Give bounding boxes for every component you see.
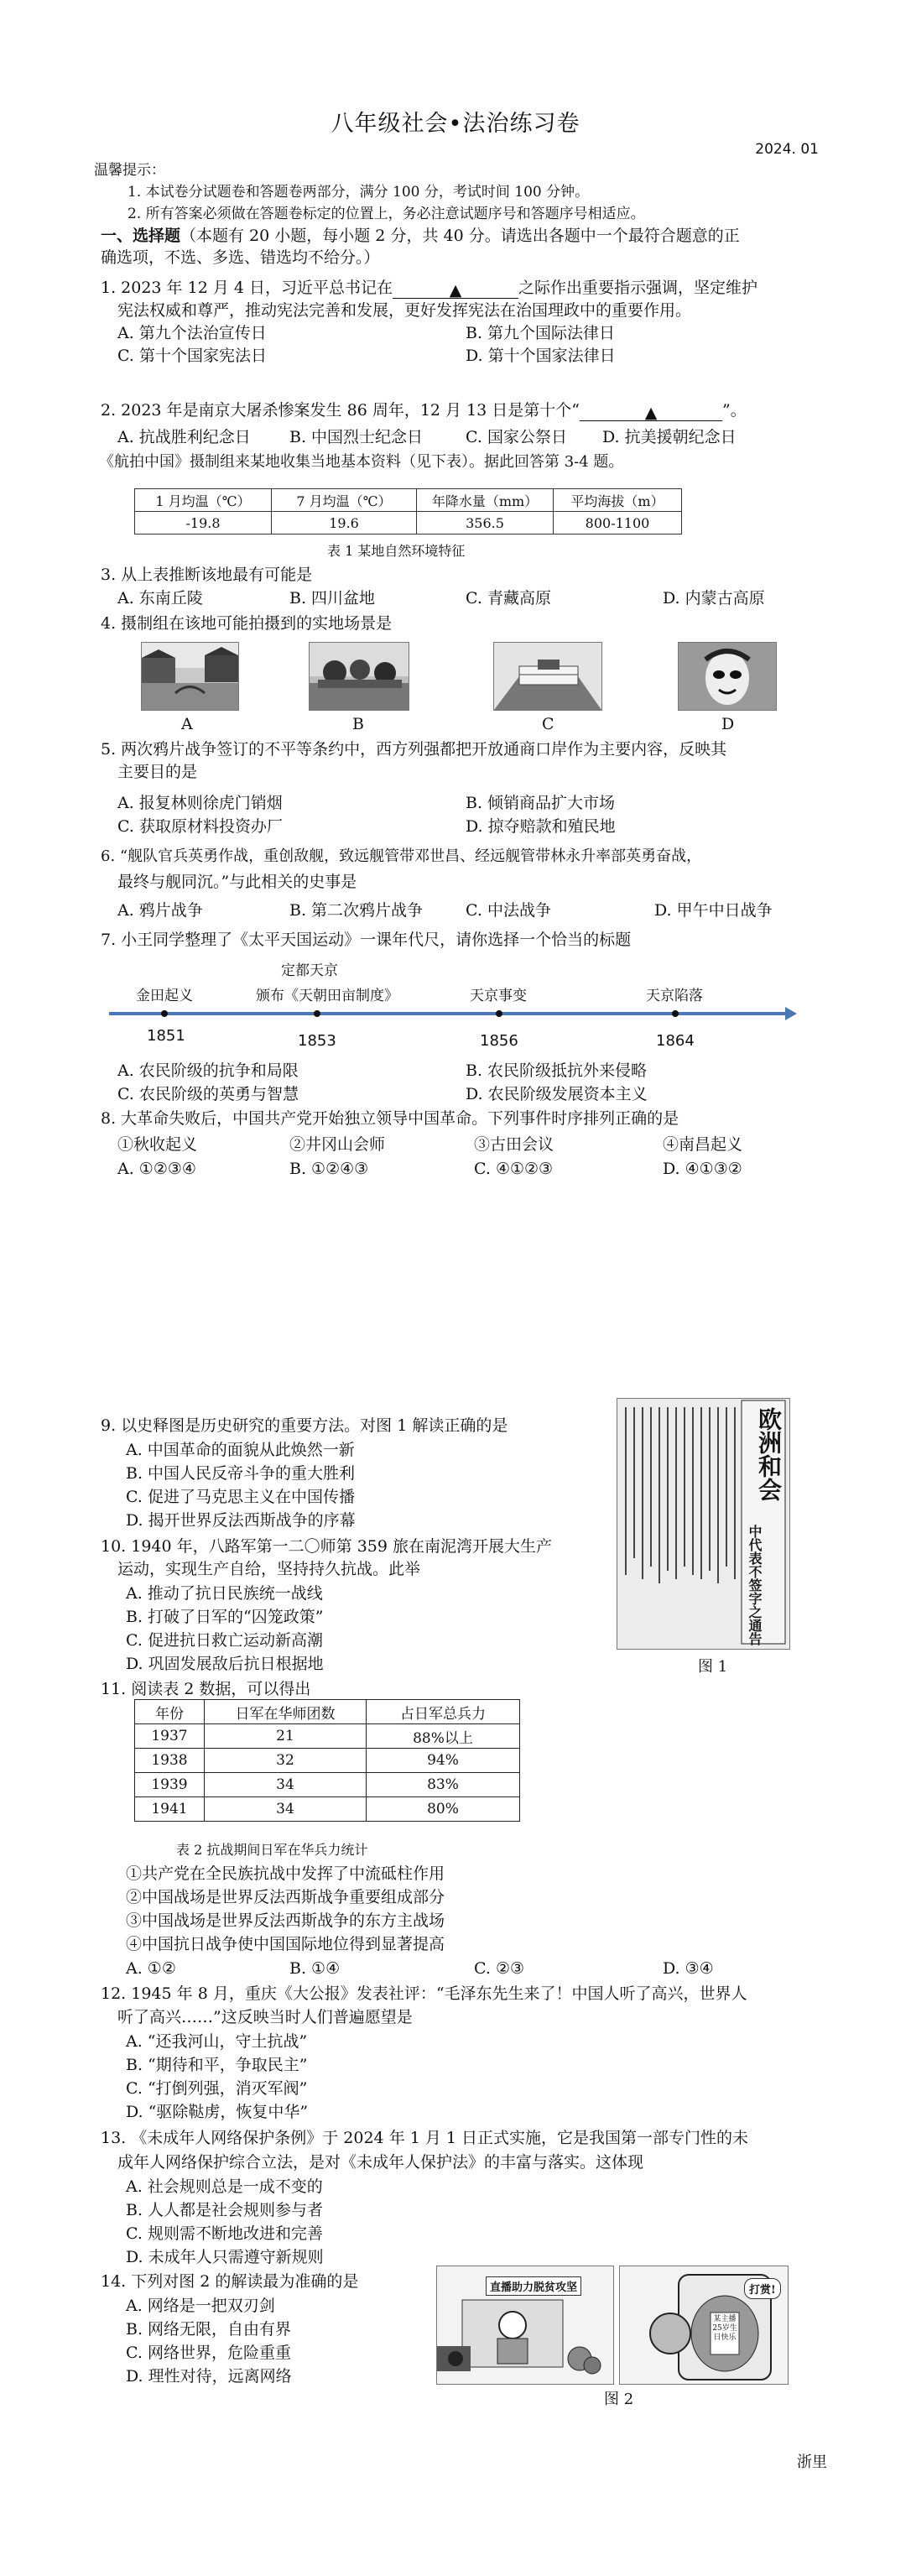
q6-option-c: C. 中法战争 <box>466 901 551 920</box>
q6-option-d: D. 甲午中日战争 <box>654 901 773 920</box>
section-title <box>101 225 740 247</box>
q12-option-a: A. “还我河山，守土抗战” <box>126 2032 308 2051</box>
q1-option-c: C. 第十个国家宪法日 <box>117 347 267 365</box>
table-2-row <box>135 1724 520 1749</box>
q5-stem-line1: 5. 两次鸦片战争签订的不平等条约中，西方列强都把开放通商口岸作为主要内容，反映其 <box>101 740 727 759</box>
q3-option-a: A. 东南丘陵 <box>117 589 203 607</box>
tips-heading: 温馨提示： <box>94 162 165 179</box>
table-2-cell: 1941 <box>135 1797 205 1822</box>
section-title-label: 一、选择题 <box>101 227 181 245</box>
q6-stem-line1: 6. “舰队官兵英勇作战，重创敌舰，致远舰管带邓世昌、经远舰管带林永升率部英勇奋战， <box>101 847 702 865</box>
figure-2-right-cartoon <box>619 2266 789 2385</box>
q11-option-b: B. ①④ <box>289 1959 341 1978</box>
section-desc-b: 确选项，不选、多选、错选均不给分。） <box>101 248 380 267</box>
q11-item-1: ①共产党在全民族抗战中发挥了中流砥柱作用 <box>126 1864 445 1883</box>
q7-option-b: B. 农民阶级抵抗外来侵略 <box>466 1061 648 1080</box>
q8-item-3: ③古田会议 <box>474 1135 554 1154</box>
q8-option-d: D. ④①③② <box>663 1160 742 1178</box>
cartoon-left-banner: 直播助力脱贫攻坚 <box>486 2276 581 2296</box>
q2-option-c: C. 国家公祭日 <box>466 428 567 446</box>
q13-option-c: C. 规则需不断地改进和完善 <box>126 2224 323 2243</box>
q11-option-d: D. ③④ <box>663 1959 714 1978</box>
q12-option-c: C. “打倒列强，消灭军阀” <box>126 2079 308 2098</box>
exam-date: 2024. 01 <box>755 141 819 158</box>
q11-option-a: A. ①② <box>126 1959 176 1978</box>
q2-stem <box>101 399 747 421</box>
q4-stem: 4. 摄制组在该地可能拍摄到的实地场景是 <box>101 614 393 633</box>
table-2-cell: 1939 <box>135 1773 205 1797</box>
figure-2-caption: 图 2 <box>604 2391 634 2408</box>
table-2-header: 日军在华师团数 <box>205 1700 367 1724</box>
q13-stem-line1: 13. 《未成年人网络保护条例》于 2024 年 1 月 1 日正式实施，它是我国第一部专门性的未 <box>101 2129 749 2147</box>
photo-label-b: B <box>352 715 364 733</box>
q11-item-4: ④中国抗日战争使中国国际地位得到显著提高 <box>126 1935 445 1953</box>
q8-option-b: B. ①②④③ <box>289 1160 369 1178</box>
q7-stem: 7. 小王同学整理了《太平天国运动》一课年代尺，请你选择一个恰当的标题 <box>101 931 632 949</box>
newspaper-headline: 欧洲和会 <box>755 1407 783 1501</box>
table-1-header: 7 月均温（℃） <box>272 489 417 512</box>
q12-stem-line1: 12. 1945 年 8 月，重庆《大公报》发表社评：“毛泽东先生来了！中国人听了高兴，世界人 <box>101 1984 747 2003</box>
q8-item-4: ④南昌起义 <box>663 1135 743 1154</box>
photo-d-opera-mask <box>678 642 777 711</box>
q14-stem: 14. 下列对图 2 的解读最为准确的是 <box>101 2272 359 2291</box>
timeline-year-1864: 1864 <box>656 1032 695 1050</box>
q3-option-d: D. 内蒙古高原 <box>663 589 765 607</box>
timeline-year-1853: 1853 <box>298 1032 336 1050</box>
q1-stem-a: 1. 2023 年 12 月 4 日，习近平总书记在 <box>101 279 393 297</box>
q1-blank: ▲ <box>393 279 518 299</box>
table-2-cell: 21 <box>205 1724 367 1749</box>
q10-option-d: D. 巩固发展敌后抗日根据地 <box>126 1655 324 1673</box>
q7-option-c: C. 农民阶级的英勇与智慧 <box>117 1085 299 1103</box>
q1-stem-line2: 宪法权威和尊严，推动宪法完善和发展，更好发挥宪法在治国理政中的重要作用。 <box>117 301 692 320</box>
q5-stem-line2: 主要目的是 <box>117 763 198 781</box>
table-2-row <box>135 1797 520 1822</box>
q11-option-c: C. ②③ <box>474 1959 525 1978</box>
q7-option-d: D. 农民阶级发展资本主义 <box>466 1085 648 1103</box>
page-title: 八年级社会•法治练习卷 <box>331 111 580 137</box>
photo-c-palace <box>493 642 602 711</box>
table-2-cell: 1938 <box>135 1749 205 1773</box>
photo-label-d: D <box>721 715 735 733</box>
q2-stem-b: ”。 <box>722 401 747 420</box>
cartoon-right-bubble: 打赏! <box>744 2278 781 2299</box>
table-1-cell: 800-1100 <box>554 512 682 534</box>
q10-option-a: A. 推动了抗日民族统一战线 <box>126 1584 323 1603</box>
table-2-header: 年份 <box>135 1700 205 1724</box>
table-2-cell: 32 <box>205 1749 367 1773</box>
q7-option-a: A. 农民阶级的抗争和局限 <box>117 1061 299 1080</box>
photo-label-a: A <box>181 715 193 733</box>
q9-option-c: C. 促进了马克思主义在中国传播 <box>126 1488 355 1506</box>
table-2-caption: 表 2 抗战期间日军在华兵力统计 <box>176 1842 368 1858</box>
photo-a-water-town <box>141 642 239 711</box>
q3-stem: 3. 从上表推断该地最有可能是 <box>101 566 313 584</box>
q1-stem-line1 <box>101 277 757 299</box>
footer-mark: 浙里 <box>797 2453 827 2471</box>
q12-option-b: B. “期待和平，争取民主” <box>126 2056 308 2074</box>
table-2-cell: 94% <box>367 1749 520 1773</box>
q9-option-b: B. 中国人民反帝斗争的重大胜利 <box>126 1464 356 1483</box>
tip-2: 2. 所有答案必须做在答题卷标定的位置上，务必注意试题序号和答题序号相适应。 <box>128 206 645 222</box>
timeline-label-1851: 金田起义 <box>136 988 193 1004</box>
table-2 <box>134 1699 520 1822</box>
q1-stem-b: 之际作出重要指示强调，坚定维护 <box>518 279 758 297</box>
q10-option-b: B. 打破了日军的“囚笼政策” <box>126 1608 324 1626</box>
q11-stem: 11. 阅读表 2 数据，可以得出 <box>101 1680 311 1698</box>
q1-option-b: B. 第九个国际法律日 <box>466 324 616 342</box>
q2-option-d: D. 抗美援朝纪念日 <box>602 428 737 446</box>
q14-option-a: A. 网络是一把双刃剑 <box>126 2297 275 2315</box>
q5-option-b: B. 倾销商品扩大市场 <box>466 794 616 812</box>
q8-stem: 8. 大革命失败后，中国共产党开始独立领导中国革命。下列事件时序排列正确的是 <box>101 1109 679 1128</box>
q2-stem-a: 2. 2023 年是南京大屠杀惨案发生 86 周年，12 月 13 日是第十个“ <box>101 401 580 420</box>
cartoon-right-sign: 某主播25岁生日快乐 <box>712 2315 737 2342</box>
table-1-cell: 19.6 <box>272 512 417 534</box>
q8-item-1: ①秋收起义 <box>117 1135 198 1154</box>
photo-b-grassland-crowd <box>309 642 409 711</box>
table-2-cell: 34 <box>205 1773 367 1797</box>
q13-option-d: D. 未成年人只需遵守新规则 <box>126 2248 324 2266</box>
q5-option-d: D. 掠夺赔款和殖民地 <box>466 817 616 836</box>
table-1 <box>134 488 682 534</box>
table-1-header: 1 月均温（℃） <box>135 489 272 512</box>
q3-option-c: C. 青藏高原 <box>466 589 551 607</box>
table-2-header-row <box>135 1700 520 1724</box>
table-2-row <box>135 1773 520 1797</box>
q13-option-a: A. 社会规则总是一成不变的 <box>126 2177 323 2196</box>
q13-stem-line2: 成年人网络保护综合立法，是对《未成年人保护法》的丰富与落实。这体现 <box>117 2153 644 2172</box>
q8-option-c: C. ④①②③ <box>474 1160 554 1178</box>
q8-option-a: A. ①②③④ <box>117 1160 196 1178</box>
timeline-label-1864: 天京陷落 <box>646 988 703 1004</box>
q6-option-b: B. 第二次鸦片战争 <box>289 901 424 920</box>
q11-item-2: ②中国战场是世界反法西斯战争重要组成部分 <box>126 1888 445 1906</box>
timeline-axis <box>109 1004 797 1024</box>
newspaper-subhead: 中代表不签字之通告 <box>747 1525 763 1645</box>
q13-option-b: B. 人人都是社会规则参与者 <box>126 2201 324 2219</box>
table-1-header-row <box>135 489 682 512</box>
q5-option-a: A. 报复林则徐虎门销烟 <box>117 794 283 812</box>
q10-stem-line2: 运动，实现生产自给，坚持持久抗战。此举 <box>117 1560 421 1578</box>
table-1-header: 年降水量（mm） <box>417 489 554 512</box>
figure-1-caption: 图 1 <box>698 1658 728 1676</box>
table-1-cell: 356.5 <box>417 512 554 534</box>
table-2-cell: 83% <box>367 1773 520 1797</box>
timeline-year-1851: 1851 <box>147 1027 185 1045</box>
photo-label-c: C <box>542 715 554 733</box>
figure-2-left-cartoon <box>436 2266 614 2385</box>
q14-option-d: D. 理性对待，远离网络 <box>126 2367 292 2386</box>
q9-option-d: D. 揭开世界反法西斯战争的序幕 <box>126 1511 356 1530</box>
q9-option-a: A. 中国革命的面貌从此焕然一新 <box>126 1441 355 1459</box>
q10-stem-line1: 10. 1940 年，八路军第一二〇师第 359 旅在南泥湾开展大生产 <box>101 1537 552 1556</box>
q14-option-c: C. 网络世界，危险重重 <box>126 2344 291 2362</box>
q5-option-c: C. 获取原材料投资办厂 <box>117 817 283 836</box>
table-2-cell: 34 <box>205 1797 367 1822</box>
q3-option-b: B. 四川盆地 <box>289 589 376 607</box>
q2-option-b: B. 中国烈士纪念日 <box>289 428 424 446</box>
table-1-cell: -19.8 <box>135 512 272 534</box>
q6-stem-line2: 最终与舰同沉。”与此相关的史事是 <box>117 873 357 891</box>
table-2-cell: 80% <box>367 1797 520 1822</box>
table-1-caption: 表 1 某地自然环境特征 <box>327 543 466 559</box>
figure-1-newspaper <box>617 1398 790 1650</box>
intro-q3-4: 《航拍中国》摄制组来某地收集当地基本资料（见下表）。据此回答第 3-4 题。 <box>99 453 624 471</box>
q12-option-d: D. “驱除鞑虏，恢复中华” <box>126 2103 309 2121</box>
table-2-row <box>135 1749 520 1773</box>
q6-option-a: A. 鸦片战争 <box>117 901 203 920</box>
q8-item-2: ②井冈山会师 <box>289 1135 386 1154</box>
q2-option-a: A. 抗战胜利纪念日 <box>117 428 251 446</box>
q11-item-3: ③中国战场是世界反法西斯战争的东方主战场 <box>126 1911 445 1930</box>
q2-blank: ▲ <box>580 402 722 421</box>
table-1-value-row <box>135 512 682 534</box>
table-2-cell: 88%以上 <box>367 1724 520 1749</box>
table-1-header: 平均海拔（m） <box>554 489 682 512</box>
table-2-cell: 1937 <box>135 1724 205 1749</box>
tip-1: 1. 本试卷分试题卷和答题卷两部分，满分 100 分，考试时间 100 分钟。 <box>128 184 590 201</box>
timeline-label-1853b: 颁布《天朝田亩制度》 <box>256 988 398 1004</box>
timeline-label-1853a: 定都天京 <box>281 962 338 979</box>
q1-option-a: A. 第九个法治宣传日 <box>117 324 267 342</box>
section-desc-a: （本题有 20 小题，每小题 2 分，共 40 分。请选出各题中一个最符合题意的正 <box>180 227 740 245</box>
q12-stem-line2: 听了高兴……”这反映当时人们普遍愿望是 <box>117 2008 413 2026</box>
timeline-label-1856: 天京事变 <box>470 988 527 1004</box>
q9-stem: 9. 以史释图是历史研究的重要方法。对图 1 解读正确的是 <box>101 1416 508 1435</box>
table-2-header: 占日军总兵力 <box>367 1700 520 1724</box>
timeline-year-1856: 1856 <box>480 1032 518 1050</box>
q10-option-c: C. 促进抗日救亡运动新高潮 <box>126 1631 323 1650</box>
q14-option-b: B. 网络无限，自由有界 <box>126 2320 292 2339</box>
q1-option-d: D. 第十个国家法律日 <box>466 347 616 365</box>
